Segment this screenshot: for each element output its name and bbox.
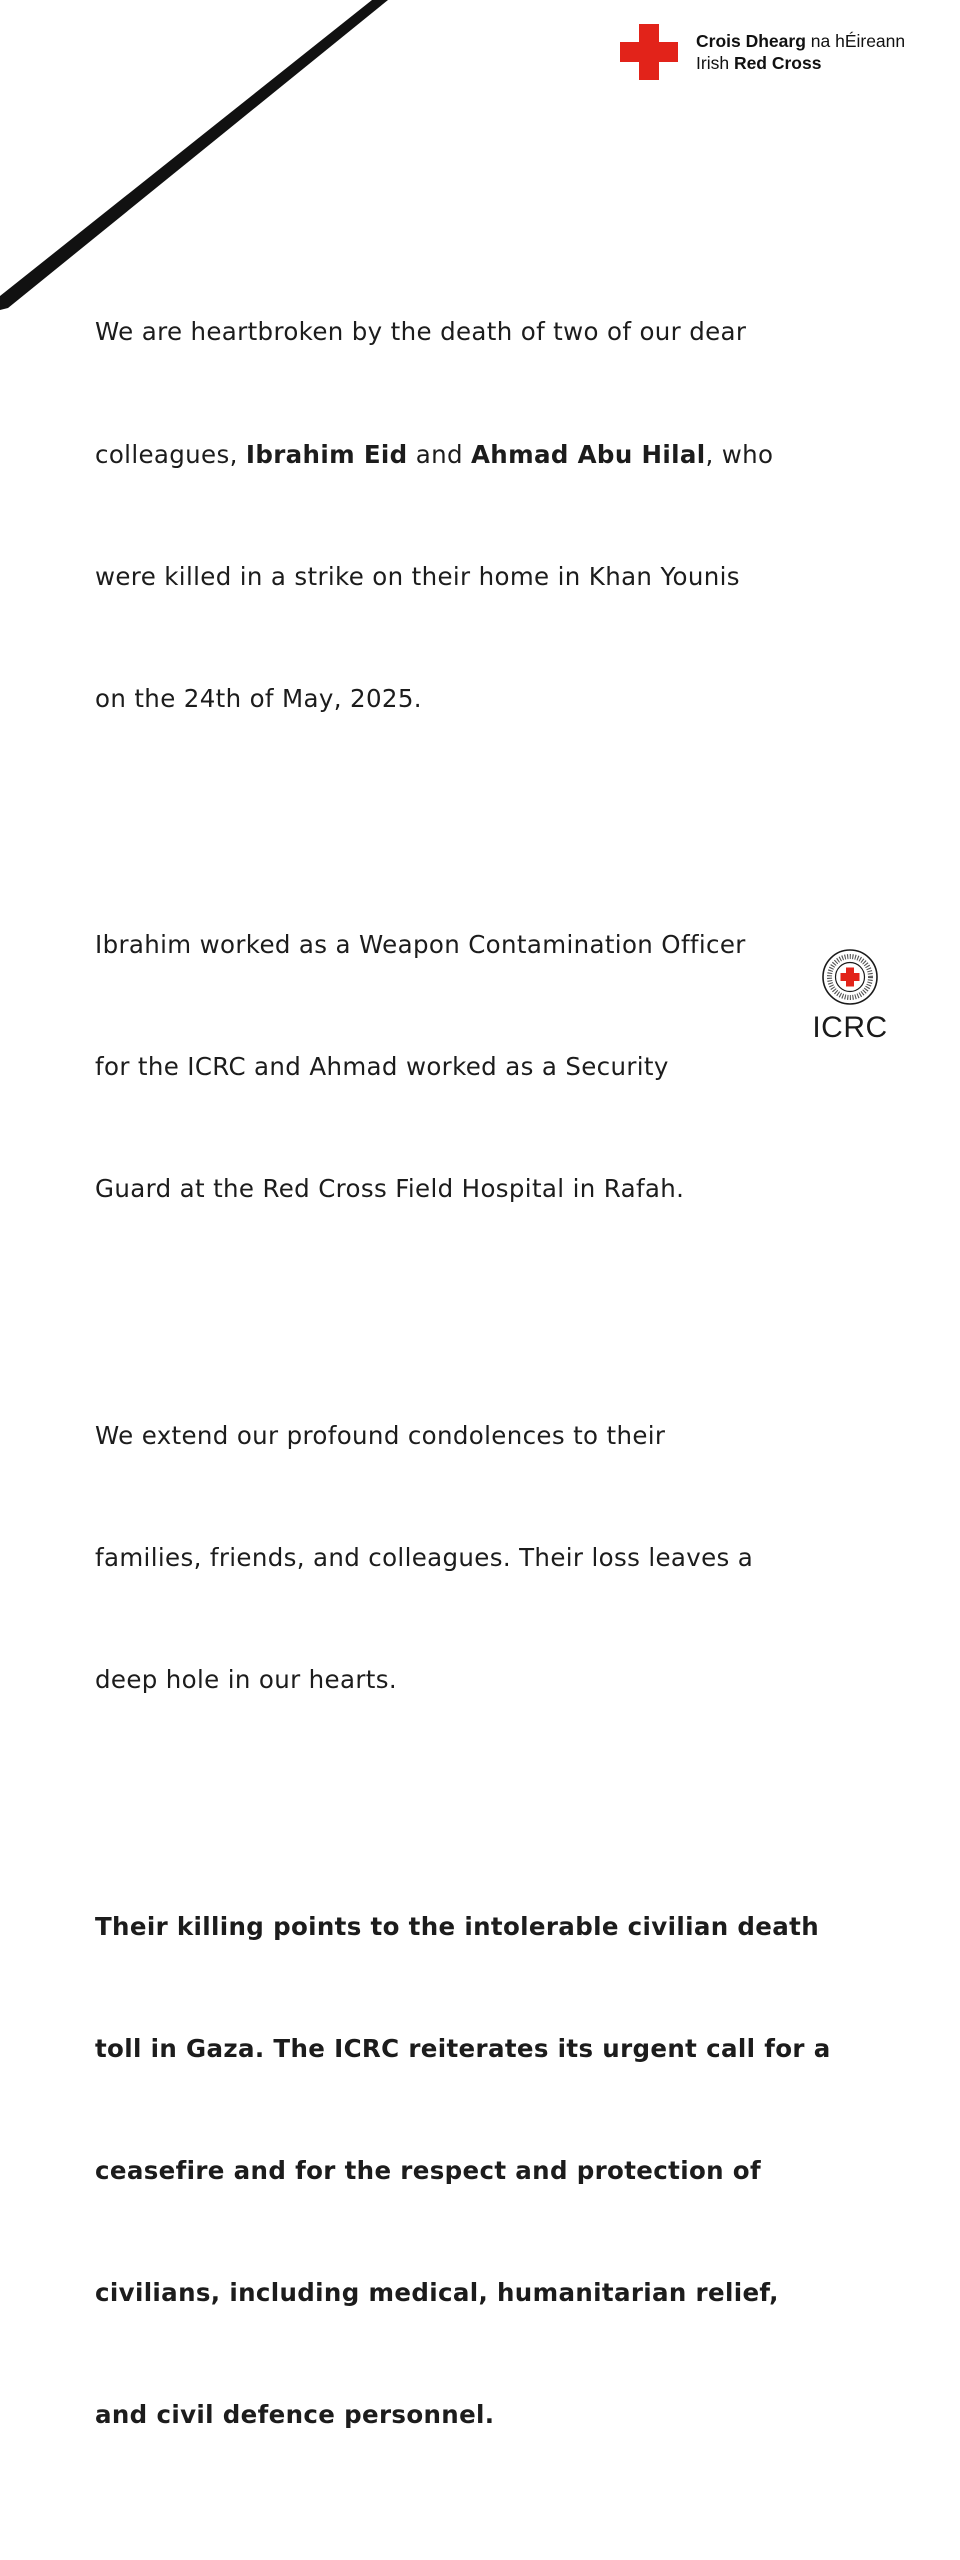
irish-red-cross-logo (620, 24, 905, 80)
condolence-statement (95, 231, 895, 2560)
irish-red-cross-wordmark: Crois Dhearg na hÉireann Irish Red Cross (696, 31, 906, 73)
colleague-name: Ibrahim Eid (245, 439, 408, 469)
statement-paragraph-2: Ibrahim worked as a Weapon Contamination Officer for the ICRC and Ahmad worked as a Security Guard at the Red Cross Field Hospital in Rafah. (95, 930, 746, 1204)
statement-paragraph-4-call-to-action: Their killing points to the intolerable civilian death toll in Gaza. The ICRC reiterates its urgent call for a ceasefire and for the respect and protection of civilians, including medical, humanitarian relief, and civil defence personnel. (95, 1911, 831, 2430)
statement-paragraph-3: We extend our profound condolences to their families, friends, and colleagues. Their loss leaves a deep hole in our hearts. (95, 1420, 754, 1695)
icrc-wordmark: ICRC (812, 1011, 888, 1044)
icrc-seal-icon (821, 948, 879, 1006)
colleague-name: Ahmad Abu Hilal (470, 439, 706, 469)
red-cross-emblem-icon (620, 24, 678, 80)
statement-paragraph-1: We are heartbroken by the death of two of our dear colleagues, Ibrahim Eid and Ahmad Abu Hilal, who were killed in a strike on their home in Khan Younis on the 24th of May, 2025. (95, 317, 774, 713)
icrc-logo (808, 948, 892, 1044)
